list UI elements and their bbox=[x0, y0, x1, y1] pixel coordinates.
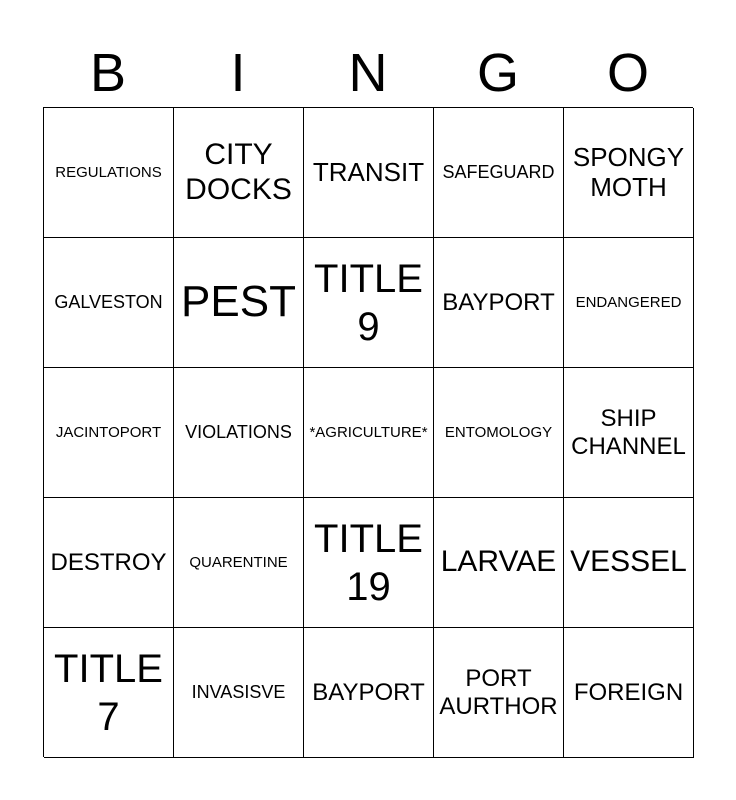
header-letter-g: G bbox=[476, 43, 519, 103]
bingo-cell-r4c1[interactable]: DESTROY bbox=[44, 498, 174, 628]
bingo-cell-r3c1[interactable]: JACINTOPORT bbox=[44, 368, 174, 498]
bingo-cell-r4c4[interactable]: LARVAE bbox=[434, 498, 564, 628]
header-letter-i: I bbox=[230, 43, 246, 103]
bingo-cell-r4c2[interactable]: QUARENTINE bbox=[174, 498, 304, 628]
bingo-cell-r1c2[interactable]: CITY DOCKS bbox=[174, 108, 304, 238]
bingo-cell-r5c3[interactable]: BAYPORT bbox=[304, 628, 434, 758]
bingo-board bbox=[43, 107, 693, 757]
bingo-cell-r3c2[interactable]: VIOLATIONS bbox=[174, 368, 304, 498]
bingo-cell-r2c3[interactable]: TITLE 9 bbox=[304, 238, 434, 368]
bingo-header bbox=[43, 40, 693, 106]
header-letter-n: N bbox=[348, 43, 388, 103]
bingo-cell-r2c5[interactable]: ENDANGERED bbox=[564, 238, 694, 368]
bingo-cell-r2c1[interactable]: GALVESTON bbox=[44, 238, 174, 368]
bingo-cell-r2c2[interactable]: PEST bbox=[174, 238, 304, 368]
bingo-cell-r2c4[interactable]: BAYPORT bbox=[434, 238, 564, 368]
bingo-cell-r1c3[interactable]: TRANSIT bbox=[304, 108, 434, 238]
bingo-cell-r3c3[interactable]: *AGRICULTURE* bbox=[304, 368, 434, 498]
bingo-cell-r5c1[interactable]: TITLE 7 bbox=[44, 628, 174, 758]
header-letter-o: O bbox=[606, 43, 649, 103]
header-letter-b: B bbox=[89, 43, 127, 103]
bingo-cell-r3c4[interactable]: ENTOMOLOGY bbox=[434, 368, 564, 498]
bingo-cell-r4c5[interactable]: VESSEL bbox=[564, 498, 694, 628]
bingo-cell-r5c4[interactable]: PORT AURTHOR bbox=[434, 628, 564, 758]
bingo-cell-r5c5[interactable]: FOREIGN bbox=[564, 628, 694, 758]
bingo-cell-r1c5[interactable]: SPONGY MOTH bbox=[564, 108, 694, 238]
bingo-cell-r4c3[interactable]: TITLE 19 bbox=[304, 498, 434, 628]
bingo-cell-r3c5[interactable]: SHIP CHANNEL bbox=[564, 368, 694, 498]
bingo-cell-r1c1[interactable]: REGULATIONS bbox=[44, 108, 174, 238]
bingo-cell-r1c4[interactable]: SAFEGUARD bbox=[434, 108, 564, 238]
bingo-cell-r5c2[interactable]: INVASISVE bbox=[174, 628, 304, 758]
